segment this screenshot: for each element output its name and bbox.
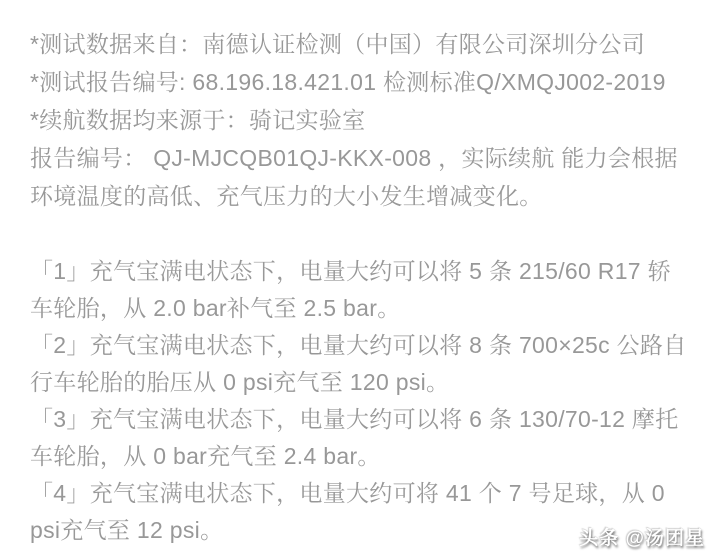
test-disclaimer-block [30, 25, 694, 215]
note-item-4-football: 「4」充气宝满电状态下，电量大约可将 41 个 7 号足球，从 0 psi充气至 12 psi。 [30, 480, 665, 543]
toutiao-watermark: 头条 @汤团星 [579, 528, 705, 549]
endurance-data-source-line: *续航数据均来源于：骑记实验室 [30, 107, 366, 133]
note-item-3-motorcycle-tire: 「3」充气宝满电状态下，电量大约可以将 6 条 130/70-12 摩托车轮胎，从 0 bar充气至 2.4 bar。 [30, 406, 679, 469]
test-report-number-line: *测试报告编号: 68.196.18.421.01 检测标准Q/XMQJ002-2019 [30, 69, 666, 95]
note-item-2-bicycle-tire: 「2」充气宝满电状态下，电量大约可以将 8 条 700×25c 公路自行车轮胎的胎压从 0 psi充气至 120 psi。 [30, 332, 687, 395]
usage-notes-block [30, 253, 694, 549]
note-item-1-car-tire: 「1」充气宝满电状态下，电量大约可以将 5 条 215/60 R17 轿车轮胎，从 2.0 bar补气至 2.5 bar。 [30, 258, 671, 321]
report-id-note: 报告编号： QJ-MJCQB01QJ-KKX-008 ，实际续航 能力会根据环境温度的高低、充气压力的大小发生增减变化。 [30, 145, 678, 209]
test-data-source-line: *测试数据来自：南德认证检测（中国）有限公司深圳分公司 [30, 31, 646, 57]
